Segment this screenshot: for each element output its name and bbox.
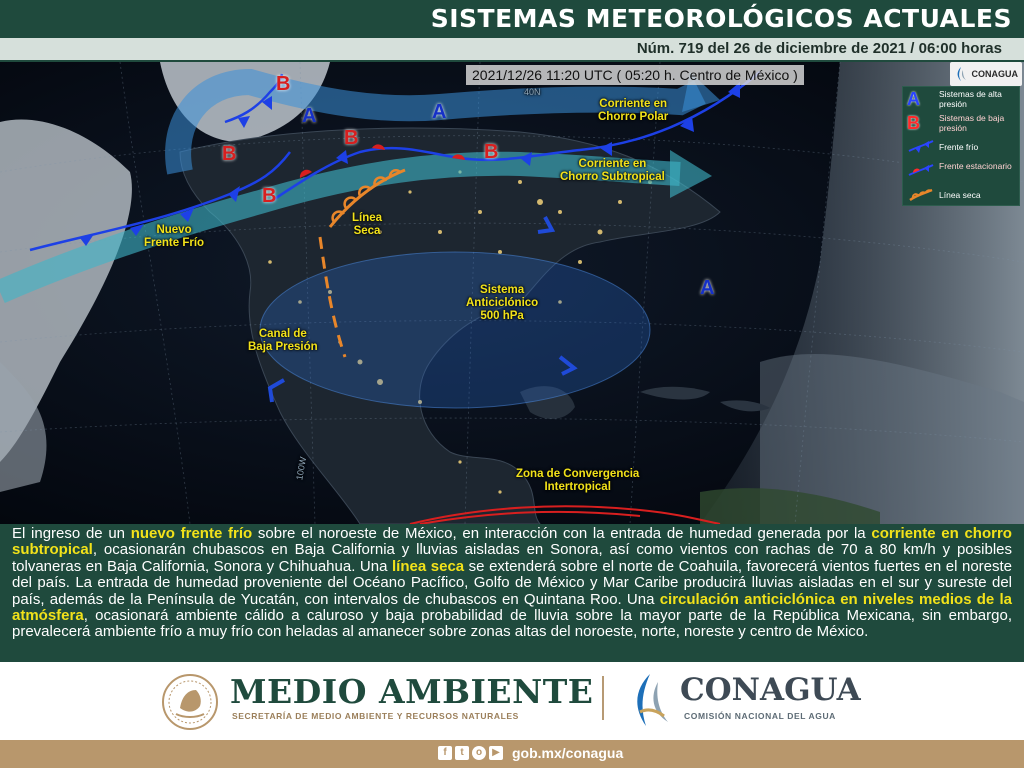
semarnat-subtitle: SECRETARÍA DE MEDIO AMBIENTE Y RECURSOS NATURALES <box>232 711 519 721</box>
instagram-icon[interactable]: o <box>472 746 486 760</box>
map-legend <box>902 86 1020 206</box>
legend-item-baja-presion: B Sistemas de baja presión <box>907 113 1005 133</box>
label-canal-baja-presion: Canal de Baja Presión <box>248 328 318 353</box>
page-title: SISTEMAS METEOROLÓGICOS ACTUALES <box>430 4 1012 33</box>
youtube-icon[interactable]: ▶ <box>489 746 503 760</box>
medio-ambiente-logo-text: MEDIO AMBIENTE <box>230 672 594 711</box>
legend-low-symbol: B <box>907 113 920 133</box>
low-pressure-b1: B <box>276 73 291 95</box>
conagua-logo-badge <box>950 62 1022 86</box>
logo-divider <box>602 676 604 720</box>
label-meridian-100w: 100W <box>294 455 309 481</box>
bulletin-text-3: , ocasionarán chubascos en Baja California y lluvias aisladas en Sonora, así como vientos con rachas de 70 a 80 km/h y posibles tolvaneras en Baja California, Sonora y Chihuahua. Una <box>12 541 1012 575</box>
low-pressure-b2: B <box>222 143 237 165</box>
frente-frio-icon <box>907 137 935 157</box>
social-icons <box>438 746 503 762</box>
conagua-mini-icon <box>955 67 967 81</box>
bulletin-number-date: Núm. 719 del 26 de diciembre de 2021 / 06:00 horas <box>0 38 1024 60</box>
legend-item-alta-presion: A Sistemas de alta presión <box>907 89 1002 109</box>
bulletin-text-2: sobre el noroeste de México, en interacción con la entrada de humedad generada por la <box>252 525 872 542</box>
legend-item-frente-frio: Frente frío <box>903 135 1021 159</box>
high-pressure-a1: A <box>302 105 317 127</box>
label-linea-seca: Línea Seca <box>352 212 383 237</box>
label-parallel-40n: 40N <box>524 87 541 97</box>
highlight-nuevo-frente: nuevo frente frío <box>130 525 253 542</box>
satellite-map <box>0 62 1024 524</box>
low-pressure-b5: B <box>262 185 277 207</box>
low-pressure-b4: B <box>484 141 499 163</box>
low-pressure-b3: B <box>344 127 359 149</box>
linea-seca-icon <box>907 185 935 205</box>
conagua-logo-text: CONAGUA <box>971 69 1018 79</box>
frente-estacionario-icon <box>907 161 935 181</box>
conagua-subtitle: COMISIÓN NACIONAL DEL AGUA <box>684 711 836 721</box>
bulletin-text <box>0 524 1024 662</box>
bulletin-text-5: , ocasionará ambiente cálido a caluroso y baja probabilidad de lluvia sobre la mayor parte de la República Mexicana, sin embargo, prevalecerá ambiente frío a muy frío con heladas al amanecer sobre zonas altas del noroeste, norte, noreste y centro de México. <box>12 607 1012 641</box>
label-zona-convergencia: Zona de Convergencia Intertropical <box>516 468 640 493</box>
satellite-timestamp: 2021/12/26 11:20 UTC ( 05:20 h. Centro de México ) <box>466 65 804 85</box>
label-nuevo-frente-frio: Nuevo Frente Frío <box>144 224 205 249</box>
header-bar <box>0 0 1024 62</box>
legend-high-symbol: A <box>907 89 920 109</box>
legend-item-linea-seca: Línea seca <box>903 183 1021 207</box>
high-pressure-a2: A <box>432 101 447 123</box>
bulletin-text-4: se extenderá sobre el norte de Coahuila, favorecerá vientos fuertes en el noreste del país. La entrada de humedad proveniente del Océano Pacífico, Golfo de México y Mar Caribe producirá lluvias aisladas en el sur y sureste del país, además de la Península de Yucatán, con intervalos de chubascos en Quintana Roo. Una <box>12 557 1013 608</box>
conagua-logo-icon <box>626 672 674 728</box>
legend-item-frente-estacionario: Frente estacionario <box>903 159 1021 183</box>
high-pressure-a3: A <box>700 277 715 299</box>
label-chorro-subtropical: Corriente en Chorro Subtropical <box>560 158 665 183</box>
highlight-circulacion-anticiclonica: circulación anticiclónica en niveles medios de la atmósfera <box>12 590 1013 625</box>
mexico-seal-icon <box>158 672 222 732</box>
anticyclone-area <box>260 252 650 408</box>
highlight-chorro-subtropical: corriente en chorro subtropical <box>12 525 1012 559</box>
twitter-icon[interactable]: t <box>455 746 469 760</box>
conagua-logo-text: CONAGUA <box>680 672 861 708</box>
label-sistema-anticiclonico: Sistema Anticiclónico 500 hPa <box>466 284 539 322</box>
website-link[interactable]: gob.mx/conagua <box>512 745 624 761</box>
bulletin-text-1: El ingreso de un <box>12 525 131 542</box>
label-chorro-polar: Corriente en Chorro Polar <box>598 98 669 123</box>
facebook-icon[interactable]: f <box>438 746 452 760</box>
highlight-linea-seca: línea seca <box>392 557 465 575</box>
